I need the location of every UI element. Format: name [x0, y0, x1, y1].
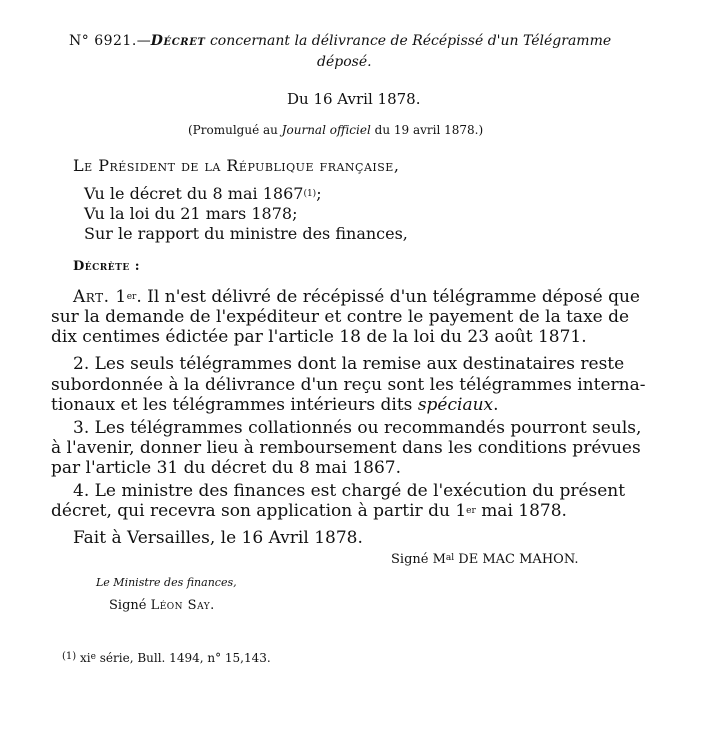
art1-line3-text: dix centimes édictée par l'article 18 de la loi du 23 août 1871. [51, 327, 587, 347]
president-name: DE MAC MAHON. [458, 552, 579, 567]
art4-sup: er [466, 506, 476, 516]
president-line [73, 158, 399, 174]
art4-line1-text: 4. Le ministre des finances est chargé de l'exécution du présent [73, 481, 626, 501]
decree-date-text: Du 16 Avril 1878. [287, 90, 421, 108]
vu-decret-text: Vu le décret du 8 mai 1867 [84, 184, 304, 203]
art2-line3-start: tionaux et les télégrammes intérieurs dits [51, 395, 413, 415]
art1-line3 [51, 329, 587, 346]
rapport-line [84, 226, 408, 242]
footnote [62, 652, 271, 664]
art4-line1 [73, 483, 625, 500]
art1-line2 [51, 309, 629, 326]
art2-line2-text: subordonnée à la délivrance d'un reçu sont les télégrammes interna- [51, 375, 646, 395]
art4-line2-end: mai 1878. [481, 501, 567, 521]
signe-ministre-prefix: Signé [109, 598, 147, 613]
president-text: Le Président de la République française, [73, 156, 400, 175]
footnote-marker: (1) [62, 651, 77, 662]
signature-president [391, 553, 579, 566]
signature-ministre [109, 599, 215, 612]
ministre-title: Le Ministre des finances, [96, 576, 237, 589]
fait-line [73, 530, 363, 547]
art3-line1-text: 3. Les télégrammes collationnés ou recommandés pourront seuls, [73, 418, 642, 438]
title-dash: — [136, 33, 151, 49]
rapport-text: Sur le rapport du ministre des finances, [84, 224, 408, 243]
footnote-text: série, Bull. 1494, n° 15,143. [99, 651, 271, 665]
art1-sup: er [126, 292, 137, 302]
decree-title-line1 [69, 34, 611, 48]
art2-speciaux: spéciaux [417, 395, 494, 415]
art2-line2 [51, 377, 645, 394]
ministre-title-line [96, 577, 237, 588]
promulgation-close: du 19 avril 1878.) [374, 123, 484, 137]
art3-line3 [51, 460, 401, 477]
decrete-text: Décrète : [73, 259, 141, 274]
marechal-sup: al [445, 553, 455, 563]
art2-line3-end: . [493, 395, 499, 415]
title-text-line1: concernant la délivrance de Récépissé d'un Télégramme [209, 33, 612, 49]
signe-prefix: Signé M [391, 552, 446, 567]
art2-line1-text: 2. Les seuls télégrammes dont la remise aux destinataires reste [73, 354, 625, 374]
art1-line1 [73, 289, 640, 306]
title-keyword: Décret [150, 33, 206, 49]
art3-line2-text: à l'avenir, donner lieu à remboursement dans les conditions prévues [51, 438, 641, 458]
footnote-series-sup: e [90, 652, 96, 662]
decree-date [287, 92, 420, 107]
art1-label: Art. 1 [73, 287, 127, 307]
art1-line1-text: . Il n'est délivré de récépissé d'un télégramme déposé que [136, 287, 640, 307]
promulgation-note [188, 124, 483, 136]
art3-line2 [51, 440, 641, 457]
art1-line2-text: sur la demande de l'expéditeur et contre le payement de la taxe de [51, 307, 630, 327]
footnote-ref: (1) [303, 189, 317, 199]
art4-line2-start: décret, qui recevra son application à partir du 1 [51, 501, 467, 521]
art2-line1 [73, 356, 624, 373]
vu-loi-line [84, 206, 297, 222]
vu-loi-text: Vu la loi du 21 mars 1878; [84, 204, 298, 223]
ministre-name: Léon Say. [150, 598, 215, 613]
promulgation-open: (Promulgué au [188, 123, 278, 137]
fait-text: Fait à Versailles, le 16 Avril 1878. [73, 528, 363, 548]
title-text-line2: déposé. [317, 54, 372, 70]
promulgation-journal: Journal officiel [281, 123, 371, 137]
vu-decret-end: ; [316, 184, 322, 203]
decrete-label [73, 260, 140, 273]
decree-title-line2 [317, 55, 372, 69]
art3-line3-text: par l'article 31 du décret du 8 mai 1867. [51, 458, 401, 478]
decree-number: N° 6921. [69, 33, 137, 49]
vu-decret-line [84, 186, 322, 202]
art3-line1 [73, 420, 641, 437]
art4-line2 [51, 503, 567, 520]
footnote-series: xi [80, 651, 91, 665]
art2-line3 [51, 397, 499, 414]
